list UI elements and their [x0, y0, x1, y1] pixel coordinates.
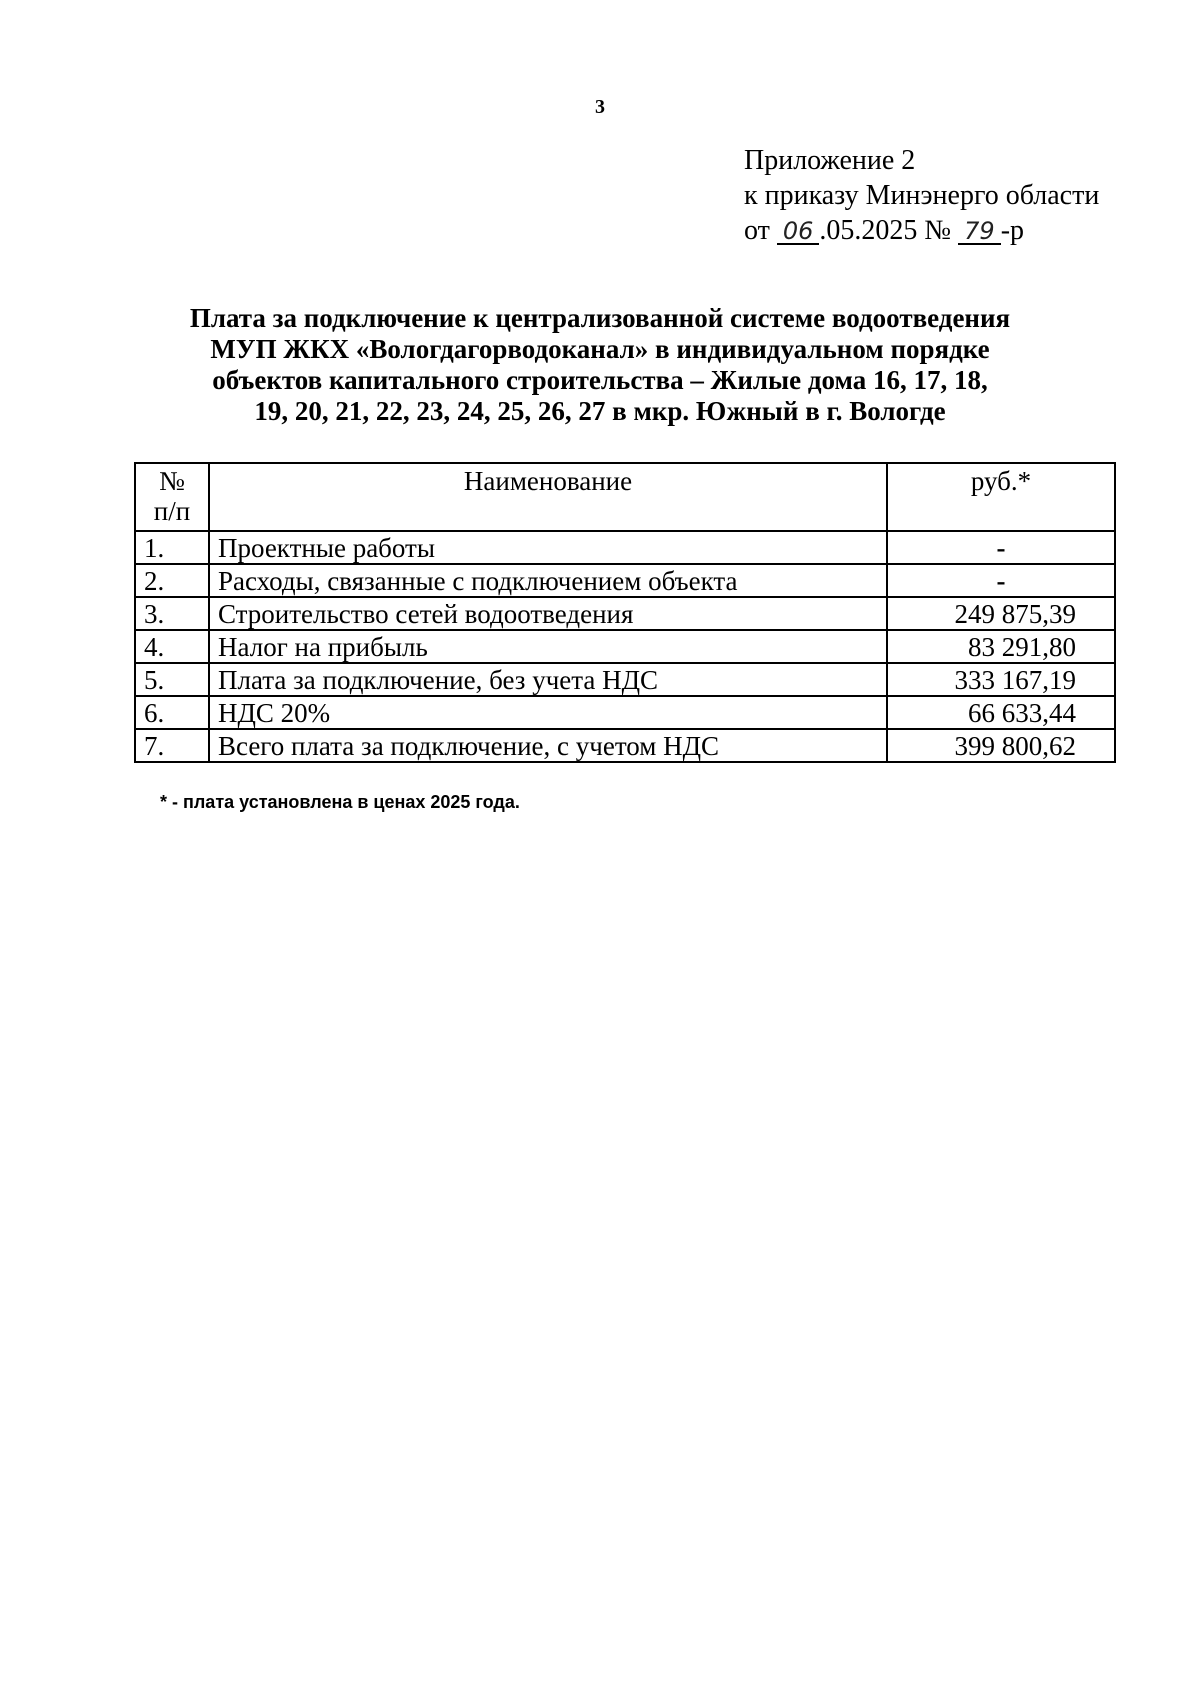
table-row	[135, 630, 1115, 663]
title-line-4: 19, 20, 21, 22, 23, 24, 25, 26, 27 в мкр. Южный в г. Вологде	[254, 396, 946, 426]
row-name: НДС 20%	[209, 696, 887, 729]
table-row	[135, 696, 1115, 729]
table-header-row	[135, 463, 1115, 531]
page-number: 3	[595, 96, 605, 118]
table-row	[135, 729, 1115, 762]
row-sum: -	[887, 531, 1115, 564]
row-sum: 66 633,44	[887, 696, 1115, 729]
title-line-3: объектов капитального строительства – Жилые дома 16, 17, 18,	[212, 365, 988, 395]
appendix-header	[744, 143, 1099, 248]
appendix-date-line	[744, 213, 1099, 248]
date-rest: .05.2025 №	[819, 215, 959, 246]
date-prefix: от	[744, 215, 777, 246]
table-row	[135, 531, 1115, 564]
header-num	[135, 463, 209, 531]
document-title	[0, 303, 1200, 427]
row-name: Строительство сетей водоотведения	[209, 597, 887, 630]
row-num: 4.	[135, 630, 209, 663]
row-name: Расходы, связанные с подключением объекта	[209, 564, 887, 597]
table-row	[135, 597, 1115, 630]
appendix-order-ref: к приказу Минэнерго области	[744, 180, 1100, 211]
header-sum: руб.*	[887, 463, 1115, 531]
handwritten-order-number: 79	[958, 219, 1001, 245]
header-num-symbol: №	[159, 466, 185, 496]
row-sum: 399 800,62	[887, 729, 1115, 762]
row-name: Проектные работы	[209, 531, 887, 564]
footnote: * - плата установлена в ценах 2025 года.	[160, 792, 520, 812]
table-row	[135, 564, 1115, 597]
order-number-suffix: -р	[1000, 215, 1025, 246]
row-sum: 333 167,19	[887, 663, 1115, 696]
fees-table	[134, 462, 1116, 763]
title-line-1: Плата за подключение к централизованной системе водоотведения	[189, 303, 1011, 333]
row-sum: -	[887, 564, 1115, 597]
row-num: 1.	[135, 531, 209, 564]
row-name: Всего плата за подключение, с учетом НДС	[209, 729, 887, 762]
row-name: Налог на прибыль	[209, 630, 887, 663]
handwritten-day: 06	[777, 219, 820, 245]
title-line-2: МУП ЖКХ «Вологдагорводоканал» в индивидуальном порядке	[210, 334, 990, 364]
row-num: 3.	[135, 597, 209, 630]
row-num: 6.	[135, 696, 209, 729]
row-num: 7.	[135, 729, 209, 762]
header-num-label: п/п	[153, 496, 191, 526]
header-name: Наименование	[209, 463, 887, 531]
row-sum: 249 875,39	[887, 597, 1115, 630]
row-num: 2.	[135, 564, 209, 597]
appendix-title: Приложение 2	[744, 145, 916, 176]
table-row	[135, 663, 1115, 696]
row-name: Плата за подключение, без учета НДС	[209, 663, 887, 696]
row-num: 5.	[135, 663, 209, 696]
row-sum: 83 291,80	[887, 630, 1115, 663]
